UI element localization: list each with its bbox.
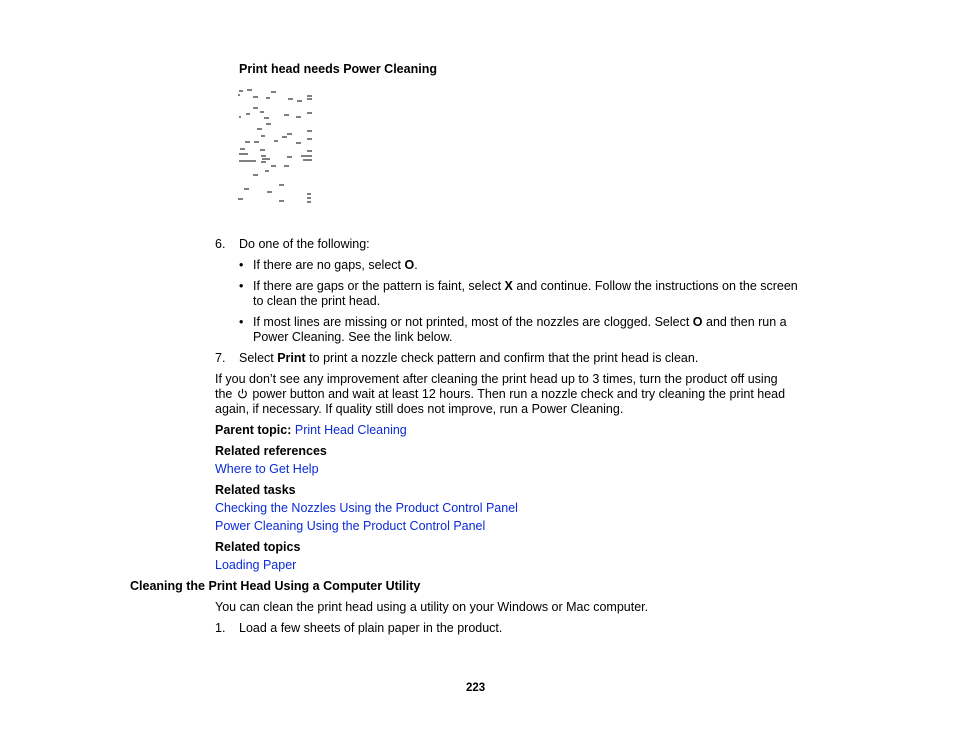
bullet-icon: • [239,315,244,329]
related-topic-link[interactable]: Loading Paper [215,558,297,572]
parent-topic: Parent topic: Print Head Cleaning [215,423,407,437]
step-text: Load a few sheets of plain paper in the product. [239,621,503,635]
step-text: Select Print to print a nozzle check pattern and confirm that the print head is clean. [239,351,699,365]
related-references-heading: Related references [215,444,327,458]
bullet-item: If there are no gaps, select O. [253,258,418,272]
related-reference-link[interactable]: Where to Get Help [215,462,319,476]
related-tasks-heading: Related tasks [215,483,296,497]
parent-topic-link[interactable]: Print Head Cleaning [294,423,407,437]
bullet-item: If there are gaps or the pattern is faint, select X and continue. Follow the instructions on the screen [253,279,798,293]
section-heading: Cleaning the Print Head Using a Computer Utility [130,579,421,593]
step-number: 7. [215,351,226,365]
nozzle-check-pattern-image [238,88,318,208]
related-topics-heading: Related topics [215,540,301,554]
bullet-icon: • [239,279,244,293]
step-text: Do one of the following: [239,237,370,251]
section-intro: You can clean the print head using a utility on your Windows or Mac computer. [215,600,649,614]
note-line: the power button and wait at least 12 hours. Then run a nozzle check and try cleaning the print head [215,387,786,401]
bullet-item: If most lines are missing or not printed, most of the nozzles are clogged. Select O and then run a [253,315,787,329]
bullet-item-continued: to clean the print head. [253,294,381,308]
related-task-link[interactable]: Checking the Nozzles Using the Product Control Panel [215,501,518,515]
power-icon [237,388,248,399]
note-line: If you don’t see any improvement after cleaning the print head up to 3 times, turn the product off using [215,372,778,386]
bullet-item-continued: Power Cleaning. See the link below. [253,330,453,344]
bullet-icon: • [239,258,244,272]
page-number: 223 [466,682,486,694]
figure-caption: Print head needs Power Cleaning [239,62,437,76]
related-task-link[interactable]: Power Cleaning Using the Product Control Panel [215,519,486,533]
step-number: 1. [215,621,226,635]
note-line: again, if necessary. If quality still does not improve, run a Power Cleaning. [215,402,624,416]
step-number: 6. [215,237,226,251]
